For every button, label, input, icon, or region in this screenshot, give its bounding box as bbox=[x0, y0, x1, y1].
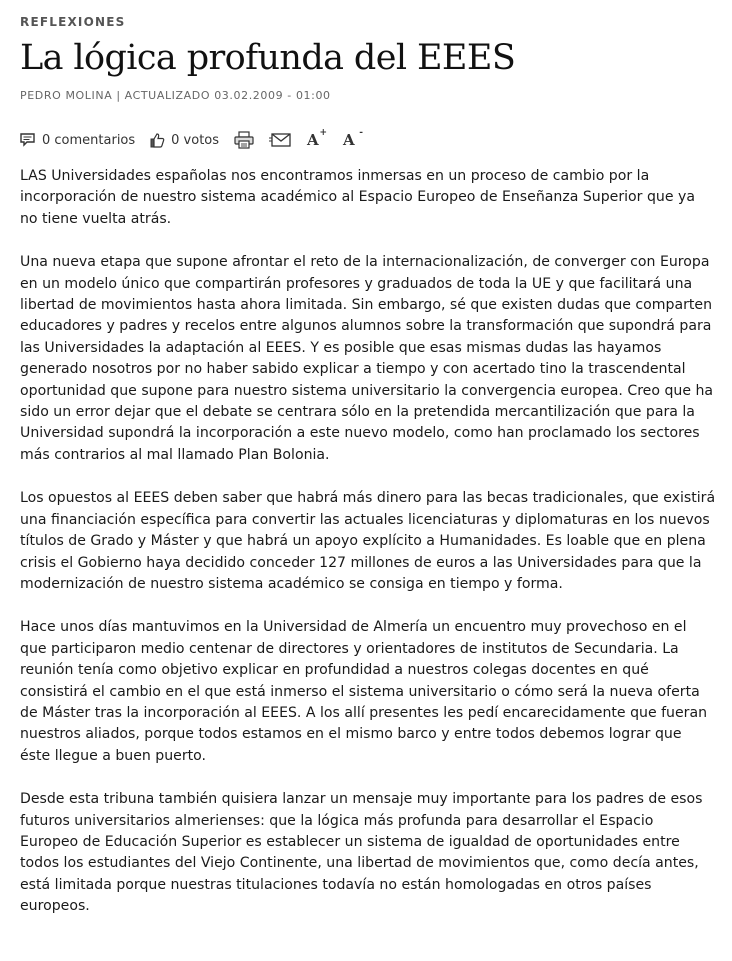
updated-date: ACTUALIZADO 03.02.2009 - 01:00 bbox=[124, 89, 331, 102]
paragraph: LAS Universidades españolas nos encontramos inmersas en un proceso de cambio por la incorporación de nuestro sistema académico al Espacio Europeo de Enseñanza Superior que ya no tiene vuelta atrás. bbox=[20, 168, 695, 227]
paragraph: Hace unos días mantuvimos en la Universidad de Almería un encuentro muy provechoso en el que participaron medio centenar de directores y orientadores de institutos de Secundaria. La reunión tenía como objetivo explicar en profundidad a nuestros colegas docentes en qué consistirá el cambio en el que está inmerso el sistema universitario o cómo será la nueva oferta de Máster tras la incorporación al EEES. A los allí presentes les pedí encarecidamente que fueran nuestros aliados, porque todos estamos en el mismo barco y entre todos debemos lograr que éste llegue a buen puerto. bbox=[20, 619, 708, 764]
author-name[interactable]: PEDRO MOLINA bbox=[20, 89, 113, 102]
byline-separator: | bbox=[116, 89, 121, 102]
page-title: La lógica profunda del EEES bbox=[20, 38, 516, 78]
font-increase-sign: + bbox=[319, 128, 328, 138]
paragraph: Los opuestos al EEES deben saber que habrá más dinero para las becas tradicionales, que existirá una financiación específica para convertir las actuales licenciaturas y diplomaturas en los nuevos títulos de Grado y Máster y que habrá un apoyo explícito a Humanidades. Es loable que en plena crisis el Gobierno haya decidido conceder 127 millones de euros a las Universidades para que la modernización de nuestro sistema académico se consiga en tiempo y forma. bbox=[20, 490, 716, 592]
votes-link[interactable] bbox=[149, 132, 219, 148]
comments-link[interactable] bbox=[20, 133, 135, 148]
font-decrease-sign: - bbox=[359, 128, 364, 138]
envelope-icon bbox=[269, 132, 293, 148]
font-decrease-letter: A bbox=[343, 131, 355, 149]
article-body bbox=[20, 166, 716, 918]
section-label[interactable]: REFLEXIONES bbox=[20, 15, 126, 29]
print-button[interactable] bbox=[233, 131, 255, 149]
thumbs-up-icon bbox=[149, 132, 165, 148]
email-button[interactable] bbox=[269, 132, 293, 148]
article bbox=[20, 12, 720, 918]
byline bbox=[20, 88, 720, 104]
comments-count: 0 comentarios bbox=[42, 132, 136, 148]
font-increase-letter: A bbox=[307, 131, 319, 149]
paragraph: Desde esta tribuna también quisiera lanzar un mensaje muy importante para los padres de esos futuros universitarios almerienses: que la lógica más profunda para desarrollar el Espacio Europeo de Educación Superior es establecer un sistema de igualdad de oportunidades entre todos los estudiantes del Viejo Continente, una libertad de movimientos que, como decía antes, está limitada porque nuestras titulaciones todavía no están homologadas en otros países europeos. bbox=[20, 791, 703, 915]
votes-count: 0 votos bbox=[171, 132, 220, 148]
article-toolbar bbox=[20, 130, 720, 150]
paragraph: Una nueva etapa que supone afrontar el reto de la internacionalización, de converger con Europa en un modelo único que compartirán profesores y graduados de toda la UE y que facilitará una libertad de movimientos hasta ahora limitada. Sin embargo, sé que existen dudas que comparten educadores y padres y recelos entre algunos alumnos sobre la transformación que supondrá para las Universidades la adaptación al EEES. Y es posible que esas mismas dudas las hayamos generado nosotros por no haber sabido explicar a tiempo y con acertado tino la trascendental oportunidad que supone para nuestro sistema universitario la convergencia europea. Creo que ha sido un error dejar que el debate se centrara sólo en la pretendida mercantilización que para la Universidad supondrá la incorporación a este nuevo modelo, como han proclamado los sectores más contrarios al mal llamado Plan Bolonia. bbox=[20, 254, 714, 463]
font-increase-button[interactable] bbox=[307, 128, 329, 149]
speech-bubble-icon bbox=[20, 133, 36, 147]
font-decrease-button[interactable] bbox=[343, 128, 365, 149]
print-icon bbox=[233, 131, 255, 149]
